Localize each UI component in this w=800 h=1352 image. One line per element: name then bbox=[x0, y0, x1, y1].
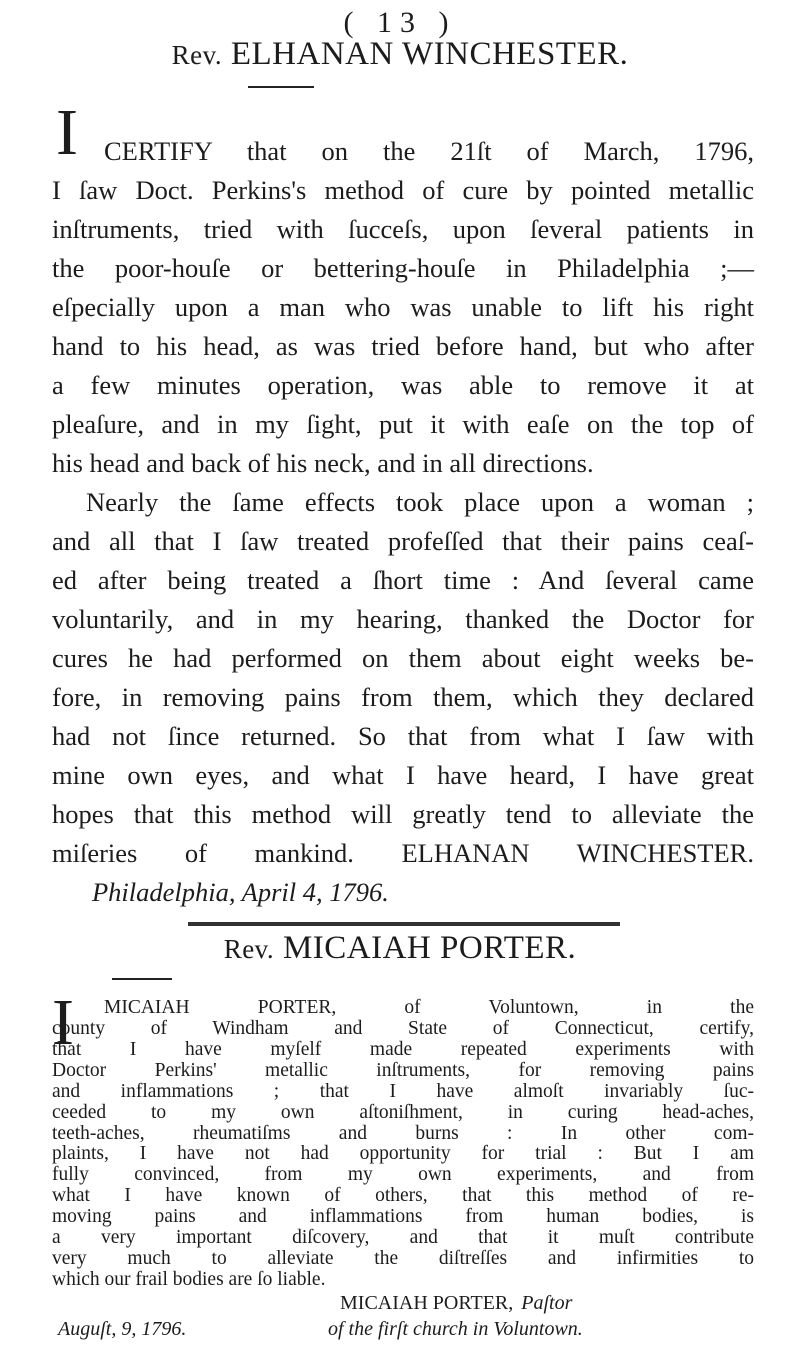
heading-rule bbox=[248, 86, 314, 88]
text-line: his head and back of his neck, and in all directions. bbox=[52, 448, 594, 478]
text-line: moving pains and inflammations from human bodies, is bbox=[52, 1206, 754, 1228]
text-line: hand to his head, as was tried before hand, but who after bbox=[52, 331, 754, 361]
text-line: voluntarily, and in my hearing, thanked the Doctor for bbox=[52, 604, 754, 634]
drop-cap: I bbox=[56, 96, 78, 169]
section-heading-winchester bbox=[0, 36, 800, 73]
text-line: miſeries of mankind. ELHANAN WINCHESTER. bbox=[52, 838, 754, 868]
text-line: a few minutes operation, was able to remove it at bbox=[52, 370, 754, 400]
text-line: Doctor Perkins' metallic inſtruments, for removing pains bbox=[52, 1059, 754, 1081]
text-line: fully convinced, from my own experiments, and from bbox=[52, 1164, 754, 1186]
signature-name: MICAIAH PORTER, bbox=[340, 1292, 514, 1314]
text-line: and all that I ſaw treated profeſſed that their pains ceaſ- bbox=[52, 526, 754, 556]
text-line: that I have myſelf made repeated experiments with bbox=[52, 1038, 754, 1060]
heading-name: MICAIAH PORTER. bbox=[282, 930, 577, 966]
text-line: ceeded to my own aſtoniſhment, in curing head-aches, bbox=[52, 1101, 754, 1123]
signature-date: Auguſt, 9, 1796. bbox=[58, 1318, 187, 1340]
signature-line bbox=[340, 1292, 754, 1314]
text-line: what I have known of others, that this method of re- bbox=[52, 1185, 754, 1207]
date-line bbox=[58, 1318, 754, 1340]
text-line: hopes that this method will greatly tend to alleviate the bbox=[52, 799, 754, 829]
heading-name: ELHANAN WINCHESTER. bbox=[230, 36, 629, 72]
heading-rule bbox=[112, 978, 172, 980]
signature-title: Paſtor bbox=[521, 1292, 573, 1314]
text-line: the poor-houſe or bettering-houſe in Philadelphia ;— bbox=[52, 253, 754, 283]
text-line: pleaſure, and in my ſight, put it with eaſe on the top of bbox=[52, 409, 754, 439]
text-line: I ſaw Doct. Perkins's method of cure by pointed metallic bbox=[52, 175, 754, 205]
drop-cap: I bbox=[52, 986, 74, 1059]
heading-prefix: Rev. bbox=[171, 40, 223, 70]
text-line: which our frail bodies are ſo liable. bbox=[52, 1269, 326, 1290]
text-line: ed after being treated a ſhort time : And ſeveral came bbox=[52, 565, 754, 595]
dateline: Philadelphia, April 4, 1796. bbox=[92, 877, 389, 907]
text-line: fore, in removing pains from them, which they declared bbox=[52, 682, 754, 712]
text-line: plaints, I have not had opportunity for trial : But I am bbox=[52, 1143, 754, 1165]
text-line: and inflammations ; that I have almoſt invariably ſuc- bbox=[52, 1080, 754, 1102]
text-line: MICAIAH PORTER, of Voluntown, in the bbox=[104, 997, 754, 1018]
text-line: CERTIFY that on the 21ſt of March, 1796, bbox=[104, 136, 754, 166]
section-heading-porter bbox=[0, 930, 800, 967]
text-line: very much to alleviate the diſtreſſes and infirmities to bbox=[52, 1248, 754, 1270]
page-number: ( 13 ) bbox=[343, 6, 457, 39]
text-line: inſtruments, tried with ſucceſs, upon ſeveral patients in bbox=[52, 214, 754, 244]
text-line: eſpecially upon a man who was unable to lift his right bbox=[52, 292, 754, 322]
text-line: mine own eyes, and what I have heard, I have great bbox=[52, 760, 754, 790]
text-line: cures he had performed on them about eight weeks be- bbox=[52, 643, 754, 673]
text-line: county of Windham and State of Connecticut, certify, bbox=[52, 1017, 754, 1039]
text-line: Nearly the ſame effects took place upon a woman ; bbox=[86, 487, 754, 517]
text-line: had not ſince returned. So that from what I ſaw with bbox=[52, 721, 754, 751]
section-divider bbox=[188, 922, 620, 926]
church-line: of the firſt church in Voluntown. bbox=[328, 1318, 583, 1340]
text-line: teeth-aches, rheumatiſms and burns : In other com- bbox=[52, 1122, 754, 1144]
heading-prefix: Rev. bbox=[223, 934, 275, 964]
text-line: a very important diſcovery, and that it muſt contribute bbox=[52, 1227, 754, 1249]
